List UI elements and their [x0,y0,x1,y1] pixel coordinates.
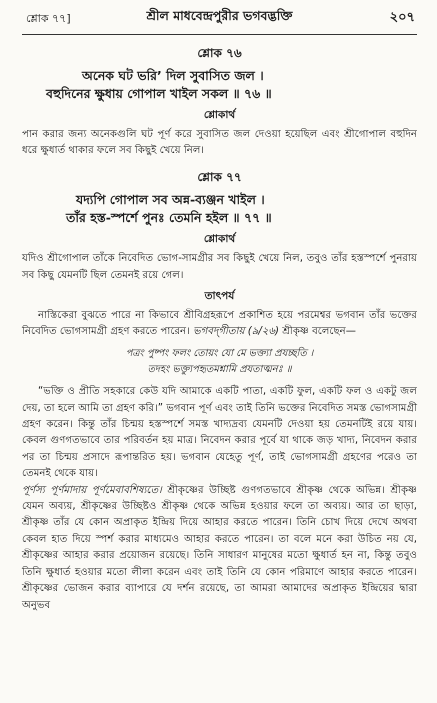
purport-p1-text: নাস্তিকেরা বুঝতে পারে না কিভাবে শ্রীবিগ্রহরূপে প্রকাশিত হয়ে পরমেশ্বর ভগবান তাঁর ভক্তের নিবেদিত ভোগসামগ্রী গ্রহণ করতে পারেন। [22,309,417,338]
page-header [22,0,417,35]
verse-77-line-1: যদ্যপি গোপাল সব অন্ন-ব্যঞ্জন খাইল । [76,192,265,208]
verse-76-line-1: অনেক ঘট ভরি’ দিল সুবাসিত জল । [82,68,264,83]
header-title: শ্রীল মাধবেন্দ্রপুরীর ভগবদ্ভক্তি [146,8,293,23]
purport-paragraph-1 [22,308,417,340]
verse-76-label: শ্লোক ৭৬ [197,46,242,60]
purport-p2-text: “ভক্তি ও প্রীতি সহকারে কেউ যদি আমাকে একটি পাতা, একটি ফুল, একটি ফল ও একটু জল দেয়, তা হলে আমি তা গ্রহণ করি।” ভগবান পূর্ণ এবং তাই তিনি ভক্তের নিবেদিত সমস্ত ভোগসামগ্রী গ্রহণ করেন। কিন্তু তাঁর চিন্ময় হস্তস্পর্শে সমস্ত খাদ্যদ্রব্য যেমনটি দেওয়া হয় তেমনটিই রয়ে যায়। কেবল গুণগতভাবে তার পরিবর্তন হয় মাত্র। নিবেদন করার পূর্বে যা থাকে জড় খাদ্য, নিবেদন করার পর তা চিন্ময় প্রসাদে রূপান্তরিত হয়। ভগবান যেহেতু পূর্ণ, তাই ভোগসামগ্রী গ্রহণের পরেও তা তেমনই থেকে যায়। [22,386,417,480]
translation-76-label: শ্লোকার্থ [203,109,236,121]
translation-77-text: যদিও শ্রীগোপাল তাঁকে নিবেদিত ভোগ-সামগ্রীর সব কিছুই খেয়ে নিল, তবুও তাঁর হস্তস্পর্শে পুনরায় সব কিছু যেমনটি ছিল তেমনই রয়ে গেল। [22,253,417,281]
purport-p2-after: শ্রীকৃষ্ণের উচ্ছিষ্ট গুণগতভাবে শ্রীকৃষ্ণ থেকে অভিন্ন। শ্রীকৃষ্ণ যেমন অব্যয়, শ্রীকৃষ্ণের উচ্ছিষ্টও শ্রীকৃষ্ণ থেকে অভিন্ন হওয়ার ফলে তা অব্যয়। আর তা ছাড়া, শ্রীকৃষ্ণ তাঁর যে কোন অপ্রাকৃত ইন্দ্রিয় দিয়ে আহার করতে পারেন। তিনি চোখ দিয়ে দেখে অথবা কেবল হাত দিয়ে স্পর্শ করার মাধ্যমেও আহার করতে পারেন। তা বলে মনে করা উচিত নয় যে, শ্রীকৃষ্ণের আহার করার প্রয়োজন রয়েছে। তিনি সাধারণ মানুষের মতো ক্ষুধার্ত হন না, কিন্তু তবুও তিনি ক্ষুধার্ত হওয়ার মতো লীলা করেন এবং তাই তিনি যে কোন পরিমাণে আহার করতে পারেন। শ্রীকৃষ্ণের ভোজন করার ব্যাপারে যে দর্শন রয়েছে, তা আমরা আমাদের অপ্রাকৃত ইন্দ্রিয়ের দ্বারা অনুভব [22,484,417,611]
header-verse-ref: শ্লোক ৭৭] [26,12,71,25]
purport-paragraph-2-cont [22,483,417,614]
isopanishad-quote: পূর্ণস্য পূর্ণমাদায় পূর্ণমেবাবশিষ্যতে। [22,484,162,496]
purport-p1-after: শ্রীকৃষ্ণ বলেছেন— [282,326,356,338]
sanskrit-quote [22,346,417,378]
verse-77-line-2: তাঁর হস্ত-স্পর্শে পুনঃ তেমনি হইল ॥ ৭৭ ॥ [66,210,272,226]
purport-label: তাৎপর্য [204,289,235,302]
sanskrit-quote-line-2: তদহং ভক্ত্যুপহৃতমশ্নামি প্রযতাত্মনঃ ॥ [147,364,292,376]
purport-paragraph-2 [22,384,417,482]
gita-reference: ভগবদ্‌গীতায় (৯/২৬) [193,326,279,338]
translation-77-label: শ্লোকার্থ [203,233,236,246]
page-number: ২০৭ [389,10,415,25]
verse-76-line-2: বহুদিনের ক্ষুধায় গোপাল খাইল সকল ॥ ৭৬ ॥ [46,86,272,101]
sanskrit-quote-line-1: পত্রং পুষ্পং ফলং তোয়ং যো মে ভক্ত্যা প্রযচ্ছতি । [125,348,314,360]
verse-77-label: শ্লোক ৭৭ [197,170,242,185]
translation-76-text: পান করার জন্য অনেকগুলি ঘট পূর্ণ করে সুবাসিত জল দেওয়া হয়েছিল এবং শ্রীগোপাল বহুদিন ধরে ক্ষুধার্ত থাকার ফলে সব কিছুই খেয়ে নিল। [22,129,417,157]
